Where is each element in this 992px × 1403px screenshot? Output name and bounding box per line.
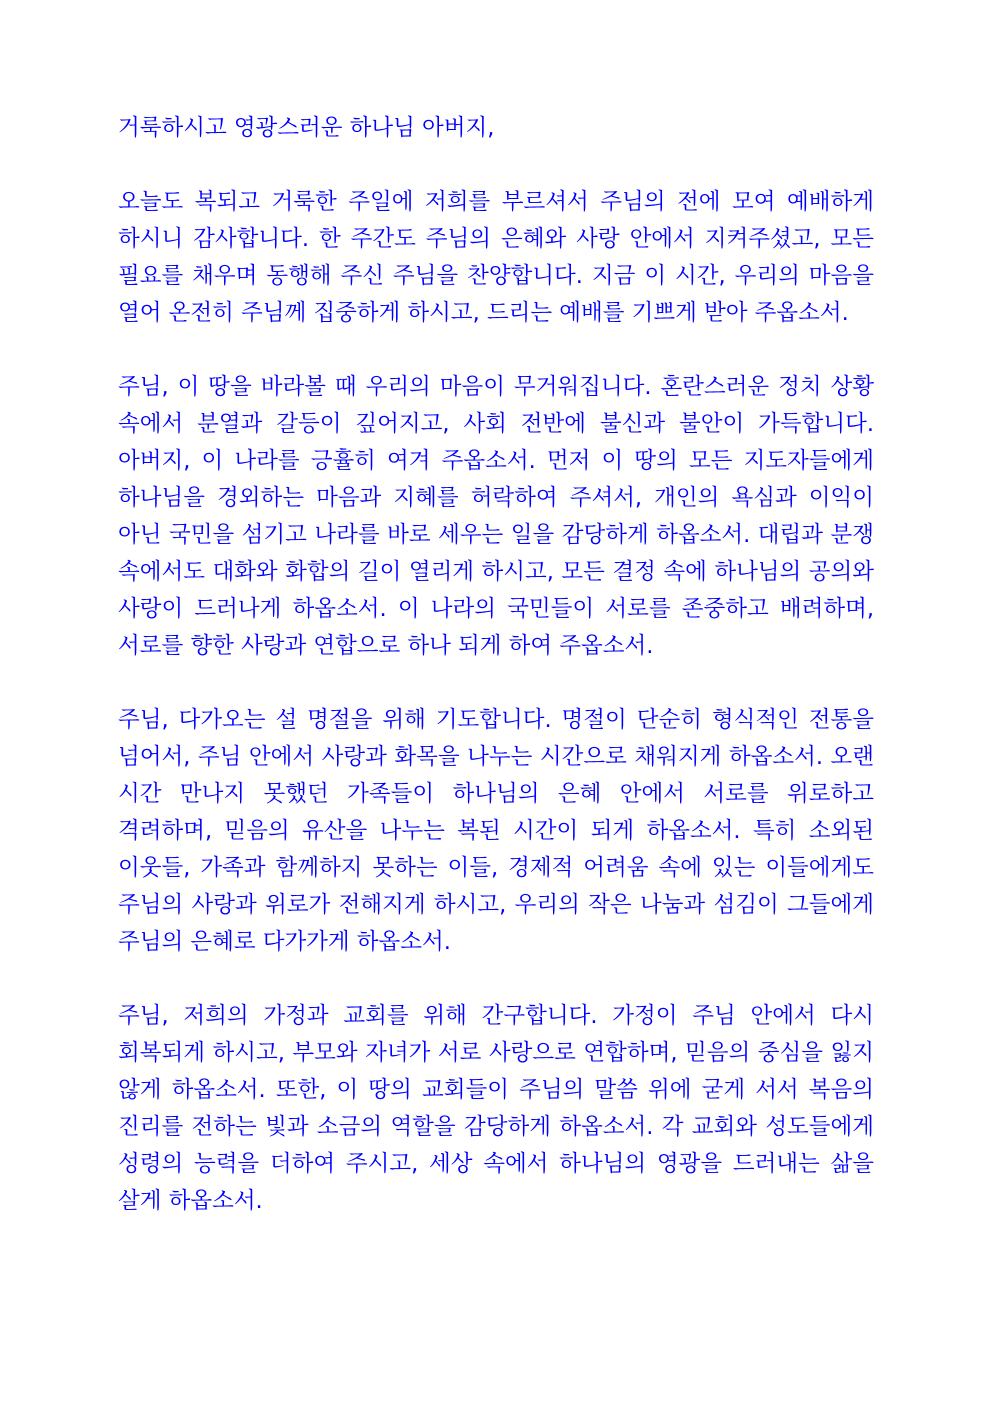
paragraph-worship: 오늘도 복되고 거룩한 주일에 저희를 부르셔서 주님의 전에 모여 예배하게 하시니 감사합니다. 한 주간도 주님의 은혜와 사랑 안에서 지켜주셨고, 모든 필요를 채우며 동행해 주신 주님을 찬양합니다. 지금 이 시간, 우리의 마음을 열어 온전히 주님께 집중하게 하시고, 드리는 예배를 기쁘게 받아 주옵소서. <box>118 189 874 326</box>
paragraph-holiday: 주님, 다가오는 설 명절을 위해 기도합니다. 명절이 단순히 형식적인 전통을 넘어서, 주님 안에서 사랑과 화목을 나누는 시간으로 채워지게 하옵소서. 오랜 시간 만나지 못했던 가족들이 하나님의 은혜 안에서 서로를 위로하고 격려하며, 믿음의 유산을 나누는 복된 시간이 되게 하옵소서. 특히 소외된 이웃들, 가족과 함께하지 못하는 이들, 경제적 어려움 속에 있는 이들에게도 주님의 사랑과 위로가 전해지게 하시고, 우리의 작은 나눔과 섬김이 그들에게 주님의 은혜로 다가가게 하옵소서. <box>118 707 874 955</box>
paragraph-nation: 주님, 이 땅을 바라볼 때 우리의 마음이 무거워집니다. 혼란스러운 정치 상황 속에서 분열과 갈등이 깊어지고, 사회 전반에 불신과 불안이 가득합니다. 아버지, 이 나라를 긍휼히 여겨 주옵소서. 먼저 이 땅의 모든 지도자들에게 하나님을 경외하는 마음과 지혜를 허락하여 주셔서, 개인의 욕심과 이익이 아닌 국민을 섬기고 나라를 바로 세우는 일을 감당하게 하옵소서. 대립과 분쟁 속에서도 대화와 화합의 길이 열리게 하시고, 모든 결정 속에 하나님의 공의와 사랑이 드러나게 하옵소서. 이 나라의 국민들이 서로를 존중하고 배려하며, 서로를 향한 사랑과 연합으로 하나 되게 하여 주옵소서. <box>118 374 874 659</box>
salutation: 거룩하시고 영광스러운 하나님 아버지, <box>118 115 495 141</box>
paragraph-family-church: 주님, 저희의 가정과 교회를 위해 간구합니다. 가정이 주님 안에서 다시 회복되게 하시고, 부모와 자녀가 서로 사랑으로 연합하며, 믿음의 중심을 잃지 않게 하옵소서. 또한, 이 땅의 교회들이 주님의 말씀 위에 굳게 서서 복음의 진리를 전하는 빛과 소금의 역할을 감당하게 하옵소서. 각 교회와 성도들에게 성령의 능력을 더하여 주시고, 세상 속에서 하나님의 영광을 드러내는 삶을 살게 하옵소서. <box>118 1003 874 1214</box>
prayer-text <box>118 110 874 1257</box>
